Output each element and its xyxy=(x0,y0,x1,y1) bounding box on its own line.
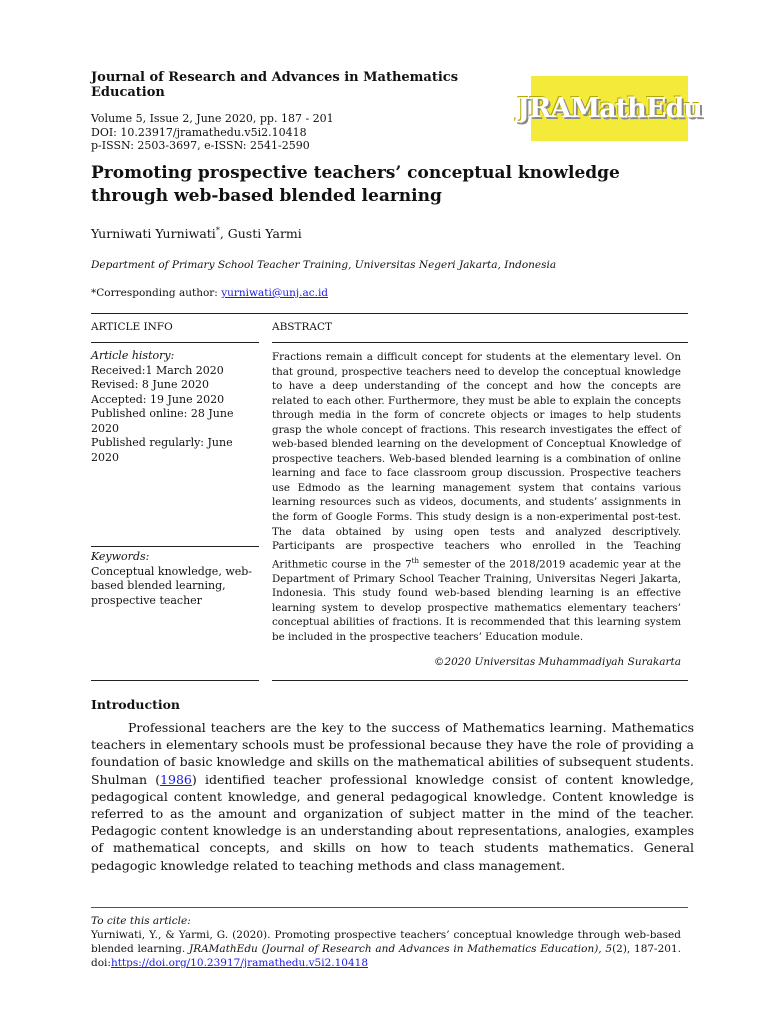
doi-line: DOI: 10.23917/jramathedu.v5i2.10418 xyxy=(91,125,307,139)
intro-text-2: ) identified teacher professional knowledge consist of content knowledge, pedagogical content knowledge, and general pedagogical knowledge. Content knowledge is referred to as the amount and organization of subject matter in the mind of the teacher. Pedagogic content knowledge is an understanding about representations, analogies, examples of mathematical concepts, and skills on how to teach students mathematics. General pedagogic knowledge related to teaching methods and class management. xyxy=(91,771,694,873)
citation-text: Yurniwati, Y., & Yarmi, G. (2020). Promoting prospective teachers’ conceptual knowledge through web-based blended learning. xyxy=(91,929,681,955)
keyword-line: Conceptual knowledge, web- xyxy=(91,564,252,578)
abstract-heading: ABSTRACT xyxy=(272,321,333,333)
author-rest: , Gusti Yarmi xyxy=(219,226,302,242)
rule-abstract-head xyxy=(272,342,688,343)
volume-line: Volume 5, Issue 2, June 2020, pp. 187 - 201 xyxy=(91,112,334,125)
citation-doi-link[interactable]: https://doi.org/10.23917/jramathedu.v5i2.10418 xyxy=(110,957,369,969)
history-label: Article history: xyxy=(91,349,175,362)
author-list xyxy=(91,226,302,241)
journal-logo-text: JRAMathEdu xyxy=(517,93,702,124)
title-line-1: Promoting prospective teachers’ conceptual knowledge xyxy=(91,163,620,183)
rule-info-head xyxy=(91,342,259,343)
history-line: 2020 xyxy=(91,450,119,464)
issn-line: p-ISSN: 2503-3697, e-ISSN: 2541-2590 xyxy=(91,139,310,152)
keywords-block xyxy=(91,550,259,608)
history-line: Published regularly: June xyxy=(91,436,233,449)
keywords-label: Keywords: xyxy=(91,550,150,563)
history-line: Published online: 28 June xyxy=(91,407,234,420)
corresponding-mark: * xyxy=(215,226,220,235)
journal-name: Journal of Research and Advances in Mathematics Education xyxy=(91,70,459,100)
keyword-line: prospective teacher xyxy=(91,593,202,607)
history-line: 2020 xyxy=(91,421,119,435)
abstract-text xyxy=(272,350,681,644)
rule-bottom-info xyxy=(91,680,259,681)
corresponding-label: *Corresponding author: xyxy=(91,287,222,299)
title-line-2: through web-based blended learning xyxy=(91,186,442,206)
rule-keywords xyxy=(91,546,259,547)
citation-issue: (2), 187-201. doi: xyxy=(91,943,681,969)
citation-block xyxy=(91,914,681,970)
paper-title xyxy=(91,162,691,208)
corresponding-author xyxy=(91,287,328,299)
citation-label: To cite this article: xyxy=(91,915,191,927)
history-line: Revised: 8 June 2020 xyxy=(91,378,209,391)
journal-logo xyxy=(517,76,702,141)
keyword-line: based blended learning, xyxy=(91,579,226,592)
history-line: Accepted: 19 June 2020 xyxy=(91,392,225,406)
intro-text-1: Professional teachers are the key to the success of Mathematics learning. Mathematics teachers in elementary schools must be professional because they have the role of providing a foundation of basic knowledge and skills on the mathematical abilities of subsequent students. Shulman ( xyxy=(91,720,694,787)
affiliation: Department of Primary School Teacher Training, Universitas Negeri Jakarta, Indonesia xyxy=(91,259,557,271)
reference-link-shulman[interactable]: 1986 xyxy=(160,771,192,787)
abstract-part-2: semester of the 2018/2019 academic year at the Department of Primary School Teacher Training, Universitas Negeri Jakarta, Indonesia. This study found web-based blending learning is an effective learning system to develop prospective mathematics elementary teachers’ conceptual abilities of fractions. It is recommended that this learning system be included in the prospective teachers’ Education module. xyxy=(272,558,681,643)
copyright-line: ©2020 Universitas Muhammadiyah Surakarta xyxy=(433,656,681,668)
citation-journal: JRAMathEdu (Journal of Research and Advances in Mathematics Education), 5 xyxy=(188,943,613,955)
article-info-heading: ARTICLE INFO xyxy=(91,321,173,333)
journal-header xyxy=(91,70,521,153)
introduction-heading: Introduction xyxy=(91,697,181,712)
introduction-paragraph xyxy=(91,719,694,874)
history-line: Received:1 March 2020 xyxy=(91,363,224,377)
rule-citation xyxy=(91,907,688,908)
corresponding-email-link[interactable]: yurniwati@unj.ac.id xyxy=(221,287,329,299)
article-history xyxy=(91,349,259,465)
author-first: Yurniwati Yurniwati xyxy=(91,226,216,242)
rule-top xyxy=(91,313,688,314)
abstract-part-1: Fractions remain a difficult concept for students at the elementary level. On that ground, prospective teachers need to develop the conceptual knowledge to have a deep understanding of the concept and how the concepts are related to each other. Furthermore, they must be able to explain the concepts through media in the form of concrete objects or images to help students grasp the whole concept of fractions. This research investigates the effect of web-based blended learning on the development of Conceptual Knowledge of prospective teachers. Web-based blended learning is a combination of online learning and face to face classroom group discussion. Prospective teachers use Edmodo as the learning management system that contains various learning resources such as videos, documents, and students’ assignments in the form of Google Forms. This study design is a non-experimental post-test. The data obtained by using open tests and analyzed descriptively. Participants are prospective teachers who enrolled in the Teaching Arithmetic course in the 7 xyxy=(272,351,681,571)
abstract-superscript: th xyxy=(411,556,419,565)
rule-bottom-abstract xyxy=(272,680,688,681)
